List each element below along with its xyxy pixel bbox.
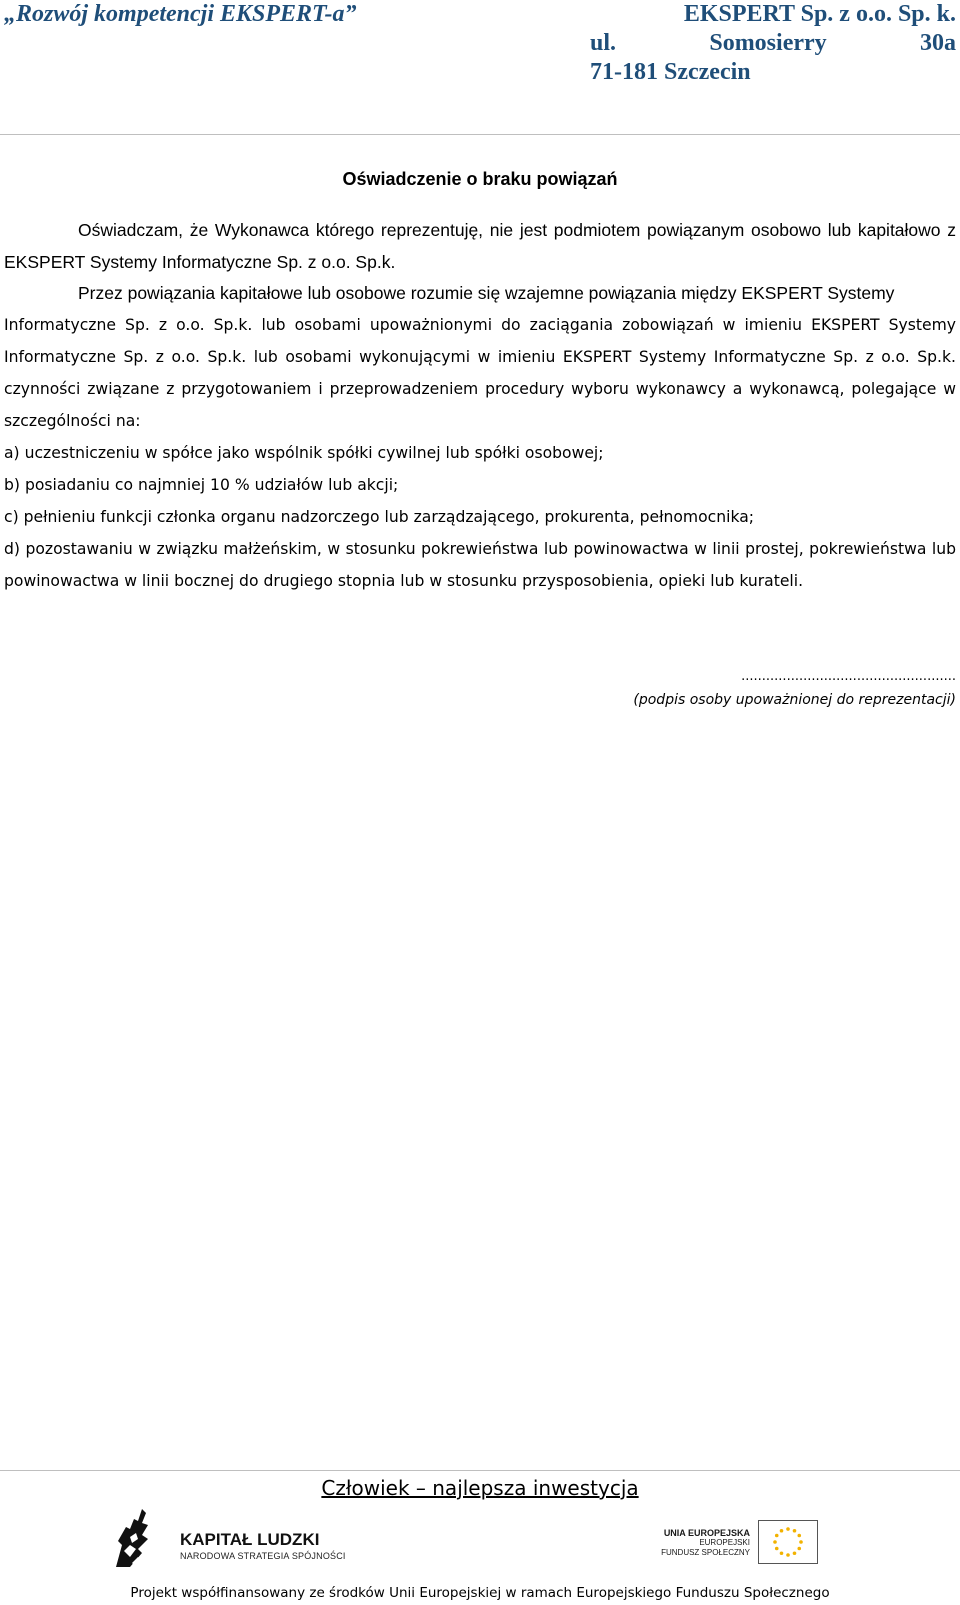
eu-flag-star: [786, 1553, 790, 1557]
eu-flag-star: [793, 1529, 797, 1533]
footer-slogan: [0, 1474, 960, 1502]
footer-cofinancing-note: Projekt współfinansowany ze środków Unii Europejskiej w ramach Europejskiego Funduszu Społecznego: [130, 1585, 830, 1601]
eu-flag-star: [797, 1534, 801, 1538]
eu-logo-text: [648, 1528, 750, 1558]
eu-flag-star: [775, 1534, 779, 1538]
eu-logo-line2: EUROPEJSKI: [699, 1538, 750, 1547]
header-postal-city: 71-181 Szczecin: [590, 59, 751, 85]
header-street-number: 30a: [919, 30, 956, 56]
eu-flag-star: [786, 1527, 790, 1531]
list-item-c: c) pełnieniu funkcji członka organu nadzorczego lub zarządzającego, prokurenta, pełnomocnika;: [4, 508, 755, 526]
kapital-ludzki-logo-icon: [108, 1505, 180, 1569]
eu-flag-star: [780, 1551, 784, 1555]
footer-divider: [0, 1470, 960, 1471]
eu-flag-star: [773, 1540, 777, 1544]
eu-logo: [648, 1520, 868, 1570]
eu-flag-star: [775, 1547, 779, 1551]
eu-flag-star: [793, 1551, 797, 1555]
definition-section: [4, 277, 956, 597]
header-project-name: „Rozwój kompetencji EKSPERT-a”: [4, 1, 357, 27]
list-item-d: d) pozostawaniu w związku małżeńskim, w stosunku pokrewieństwa lub powinowactwa w linii prostej, pokrewieństwa lub powinowactwa w linii bocznej do drugiego stopnia lub w stosunku przysposobienia, opieki lub kurateli.: [4, 540, 956, 590]
signature-line: ....................................................: [741, 669, 956, 684]
kapital-ludzki-subtitle: NARODOWA STRATEGIA SPÓJNOŚCI: [180, 1551, 346, 1561]
eu-flag-icon: [758, 1520, 818, 1564]
eu-flag-star: [780, 1529, 784, 1533]
document-title: Oświadczenie o braku powiązań: [342, 169, 618, 189]
list-item-b: b) posiadaniu co najmniej 10 % udziałów lub akcji;: [4, 476, 399, 494]
footer-slogan-text: Człowiek – najlepsza inwestycja: [321, 1476, 639, 1500]
header-company-block: [590, 0, 956, 87]
header-street-name: Somosierry: [709, 30, 827, 56]
eu-flag-star: [797, 1547, 801, 1551]
kapital-ludzki-logo: [108, 1505, 346, 1569]
header-company-name: EKSPERT Sp. z o.o. Sp. k.: [683, 1, 956, 27]
eu-logo-line3: FUNDUSZ SPOŁECZNY: [661, 1548, 750, 1557]
definition-intro: Przez powiązania kapitałowe lub osobowe rozumie się wzajemne powiązania między EKSPERT Systemy: [78, 283, 895, 303]
signature-label: (podpis osoby upoważnionej do reprezentacji): [633, 692, 956, 708]
eu-flag-star: [799, 1540, 803, 1544]
header-street-line: [590, 29, 956, 58]
kapital-ludzki-name: KAPITAŁ LUDZKI: [180, 1530, 320, 1549]
header-divider: [0, 134, 960, 135]
statement-paragraph: Oświadczam, że Wykonawca którego reprezentuję, nie jest podmiotem powiązanym osobowo lub kapitałowo z EKSPERT Systemy Informatyczne Sp. z o.o. Sp.k.: [4, 220, 956, 272]
definition-paragraph: Informatyczne Sp. z o.o. Sp.k. lub osobami upoważnionymi do zaciągania zobowiązań w imieniu EKSPERT Systemy Informatyczne Sp. z o.o. Sp.k. lub osobami wykonującymi w imieniu EKSPERT Systemy Informatyczne Sp. z o.o. Sp.k. czynności związane z przygotowaniem i przeprowadzeniem procedury wyboru wykonawcy a wykonawcą, polegające w szczególności na:: [4, 316, 956, 430]
list-item-a: a) uczestniczeniu w spółce jako wspólnik spółki cywilnej lub spółki osobowej;: [4, 444, 604, 462]
header-street-prefix: ul.: [590, 30, 617, 56]
eu-logo-line1: UNIA EUROPEJSKA: [663, 1528, 750, 1538]
